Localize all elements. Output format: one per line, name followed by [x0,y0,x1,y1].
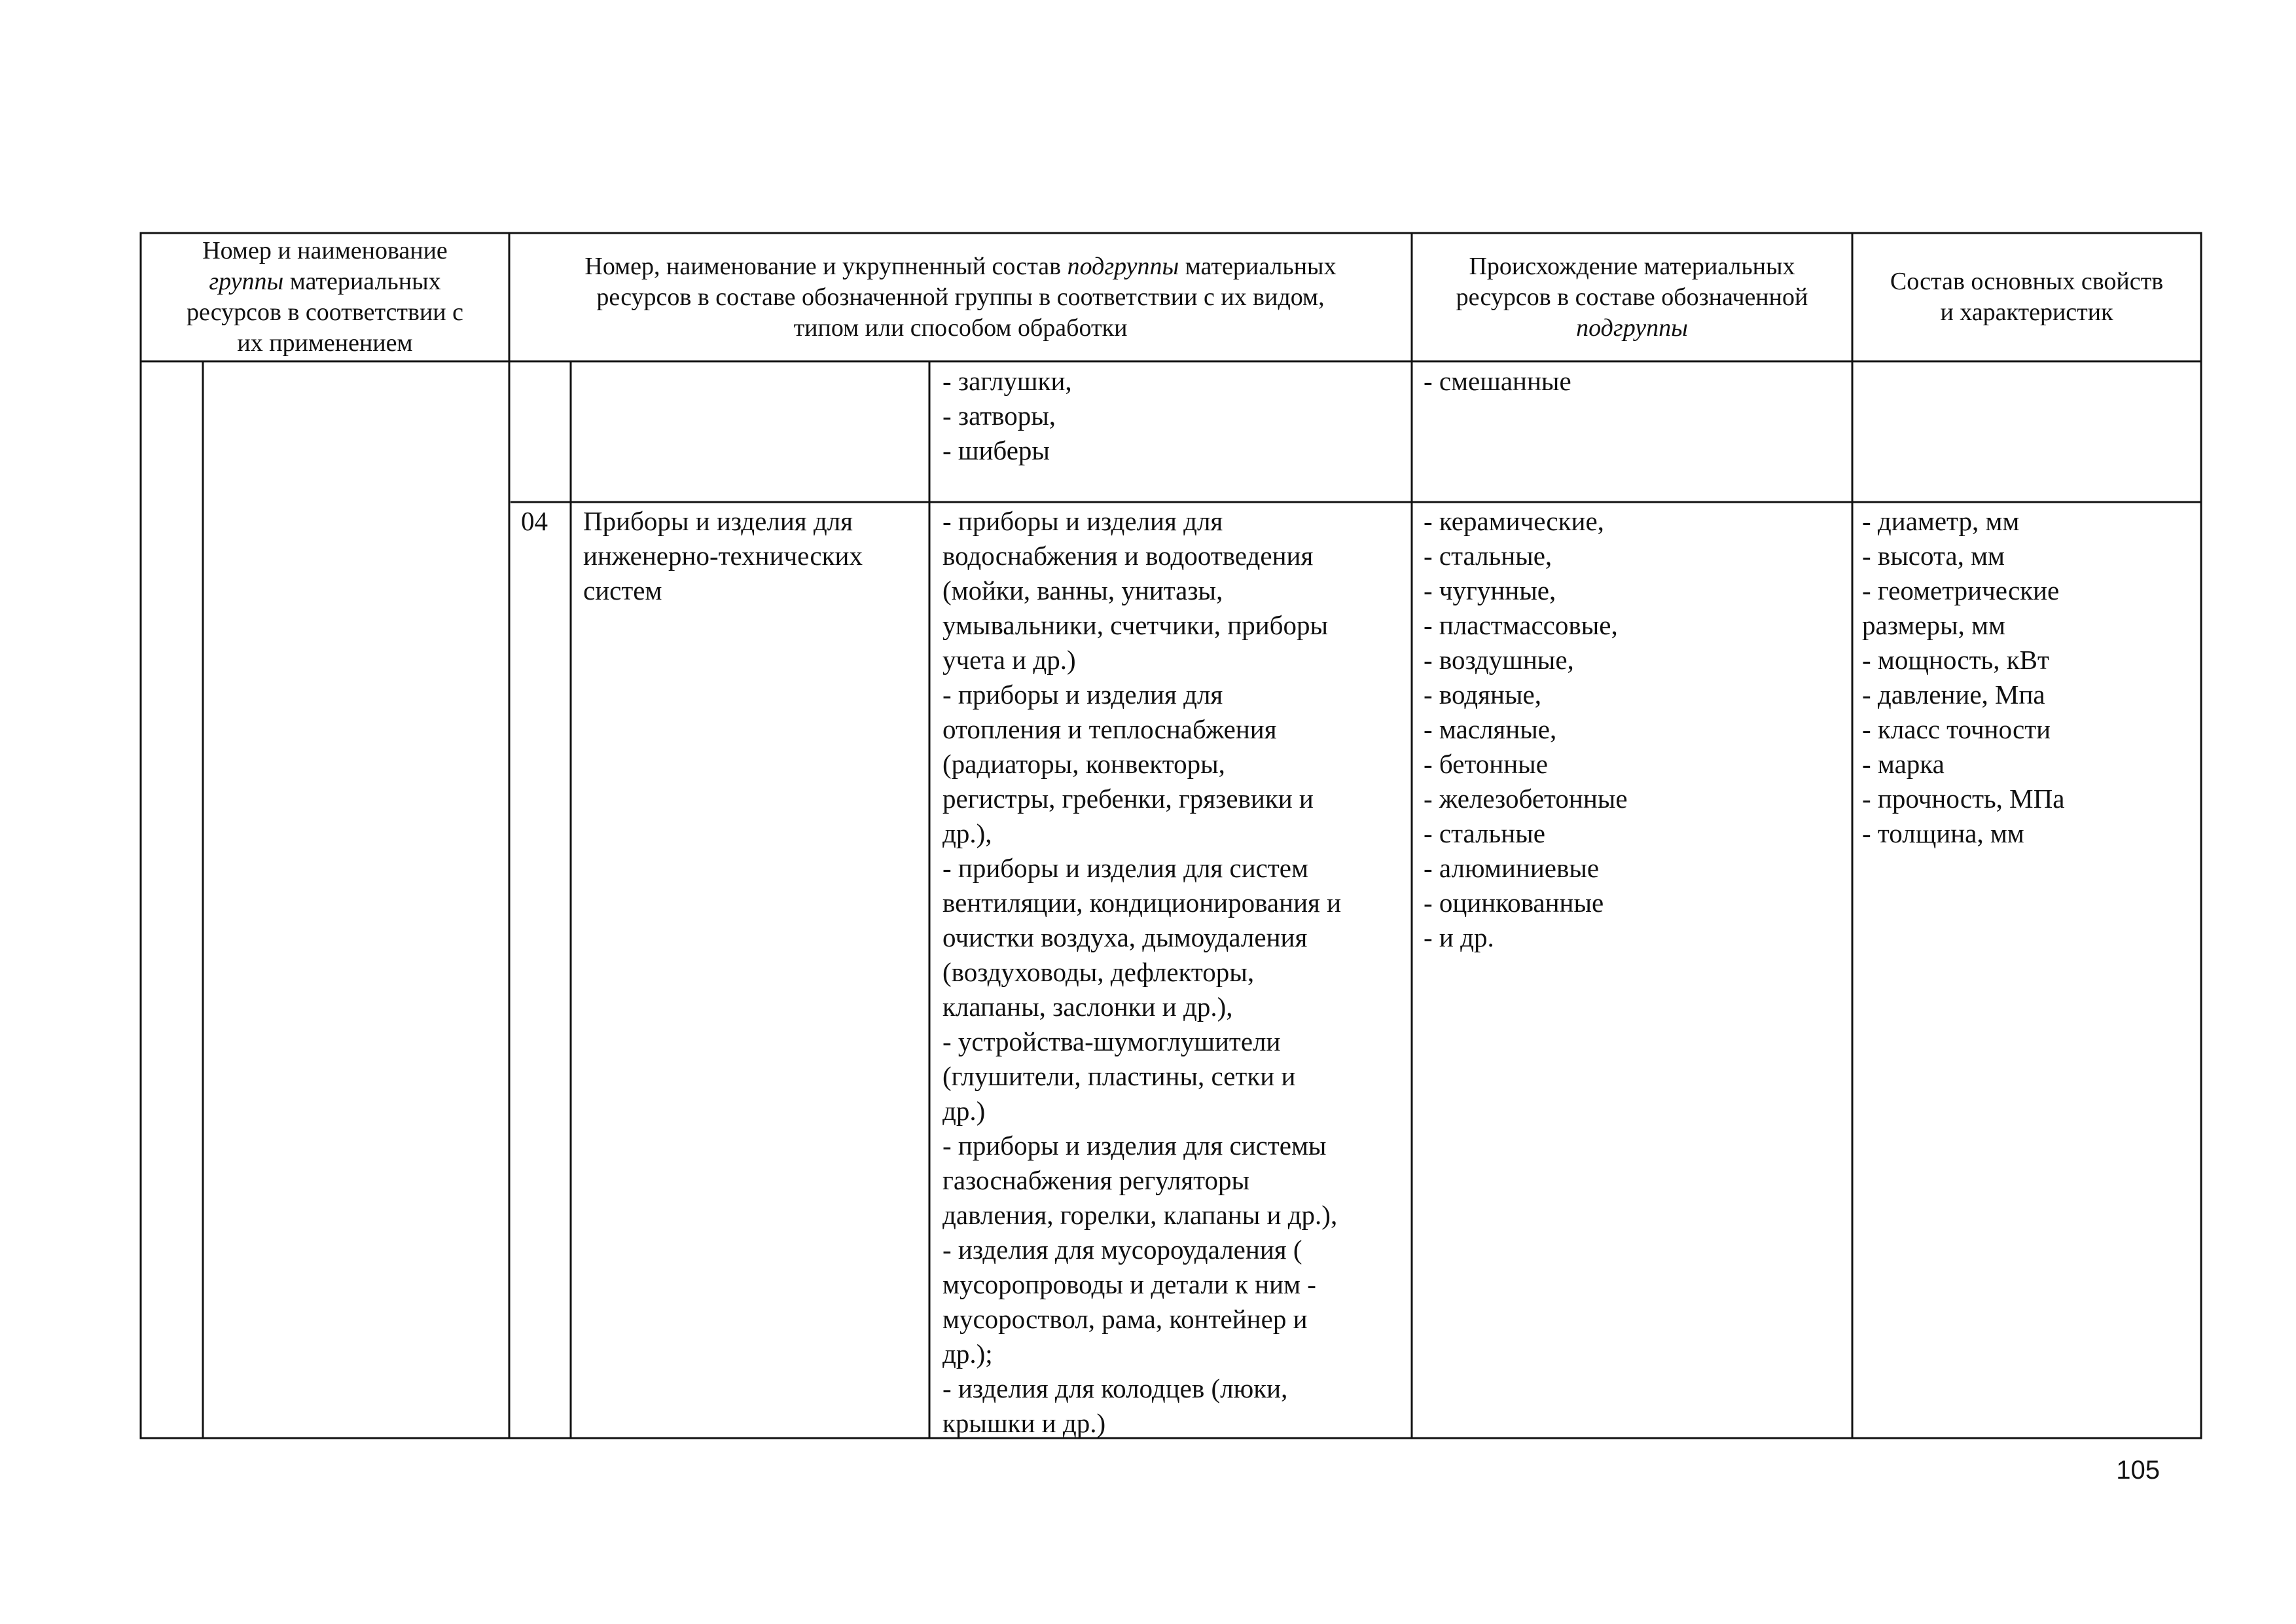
row2-origin: - керамические, - стальные, - чугунные, - пластмассовые, - воздушные, - водяные, - масляные, - бетонные - железобетонные - стальные - алюминиевые - оцинкованные - и др. [1424,506,1628,952]
row2-properties: - диаметр, мм - высота, мм - геометрические размеры, мм - мощность, кВт - давление, Мпа - класс точности - марка - прочность, МПа - толщина, мм [1862,506,2065,848]
page-number: 105 [2116,1456,2160,1485]
header-origin-column [1414,235,1850,359]
header-group-column [143,235,507,359]
header-group-line3: ресурсов в соответствии с [186,298,463,326]
header-origin-line1: Происхождение материальных [1469,252,1795,280]
header-subgroup-line1-post: материальных [1179,252,1336,280]
header-origin-italic: подгруппы [1576,314,1688,342]
header-subgroup-line1-pre: Номер, наименование и укрупненный состав [584,252,1067,280]
header-properties-line1: Состав основных свойств [1890,268,2164,295]
header-group-line4: их применением [237,329,413,357]
header-subgroup-line2: ресурсов в составе обозначенной группы в соответствии с их видом, [596,283,1325,311]
header-group-line1: Номер и наименование [202,237,448,264]
row1-composition: - заглушки, - затворы, - шиберы [942,366,1072,465]
header-origin-line2: ресурсов в составе обозначенной [1456,283,1808,311]
header-subgroup-column [511,235,1410,359]
row2-name: Приборы и изделия для инженерно-технических систем [583,506,863,605]
header-properties-line2: и характеристик [1940,298,2113,326]
row1-origin: - смешанные [1424,366,1571,396]
row2-code: 04 [521,506,548,536]
header-group-line2: материальных [283,268,441,295]
header-properties-column [1854,235,2199,359]
header-subgroup-italic: подгруппы [1067,252,1179,280]
header-subgroup-line3: типом или способом обработки [793,314,1128,342]
row2-composition: - приборы и изделия для водоснабжения и водоотведения (мойки, ванны, унитазы, умывальники, счетчики, приборы учета и др.) - приборы и изделия для отопления и теплоснабжения (радиаторы, конвекторы, регистры, гребенки, грязевики и др.), - приборы и изделия для систем вентиляции, кондиционирования и очистки воздуха, дымоудаления (воздуховоды, дефлекторы, клапаны, заслонки и др.), - устройства-шумоглушители (глушители, пластины, сетки и др.) - приборы и изделия для системы газоснабжения регуляторы давления, горелки, клапаны и др.), - изделия для мусороудаления ( мусоропроводы и детали к ним - мусороствол, рама, контейнер и др.); - изделия для колодцев (люки, крышки и др.) [942,506,1342,1438]
header-group-italic: группы [209,268,284,295]
